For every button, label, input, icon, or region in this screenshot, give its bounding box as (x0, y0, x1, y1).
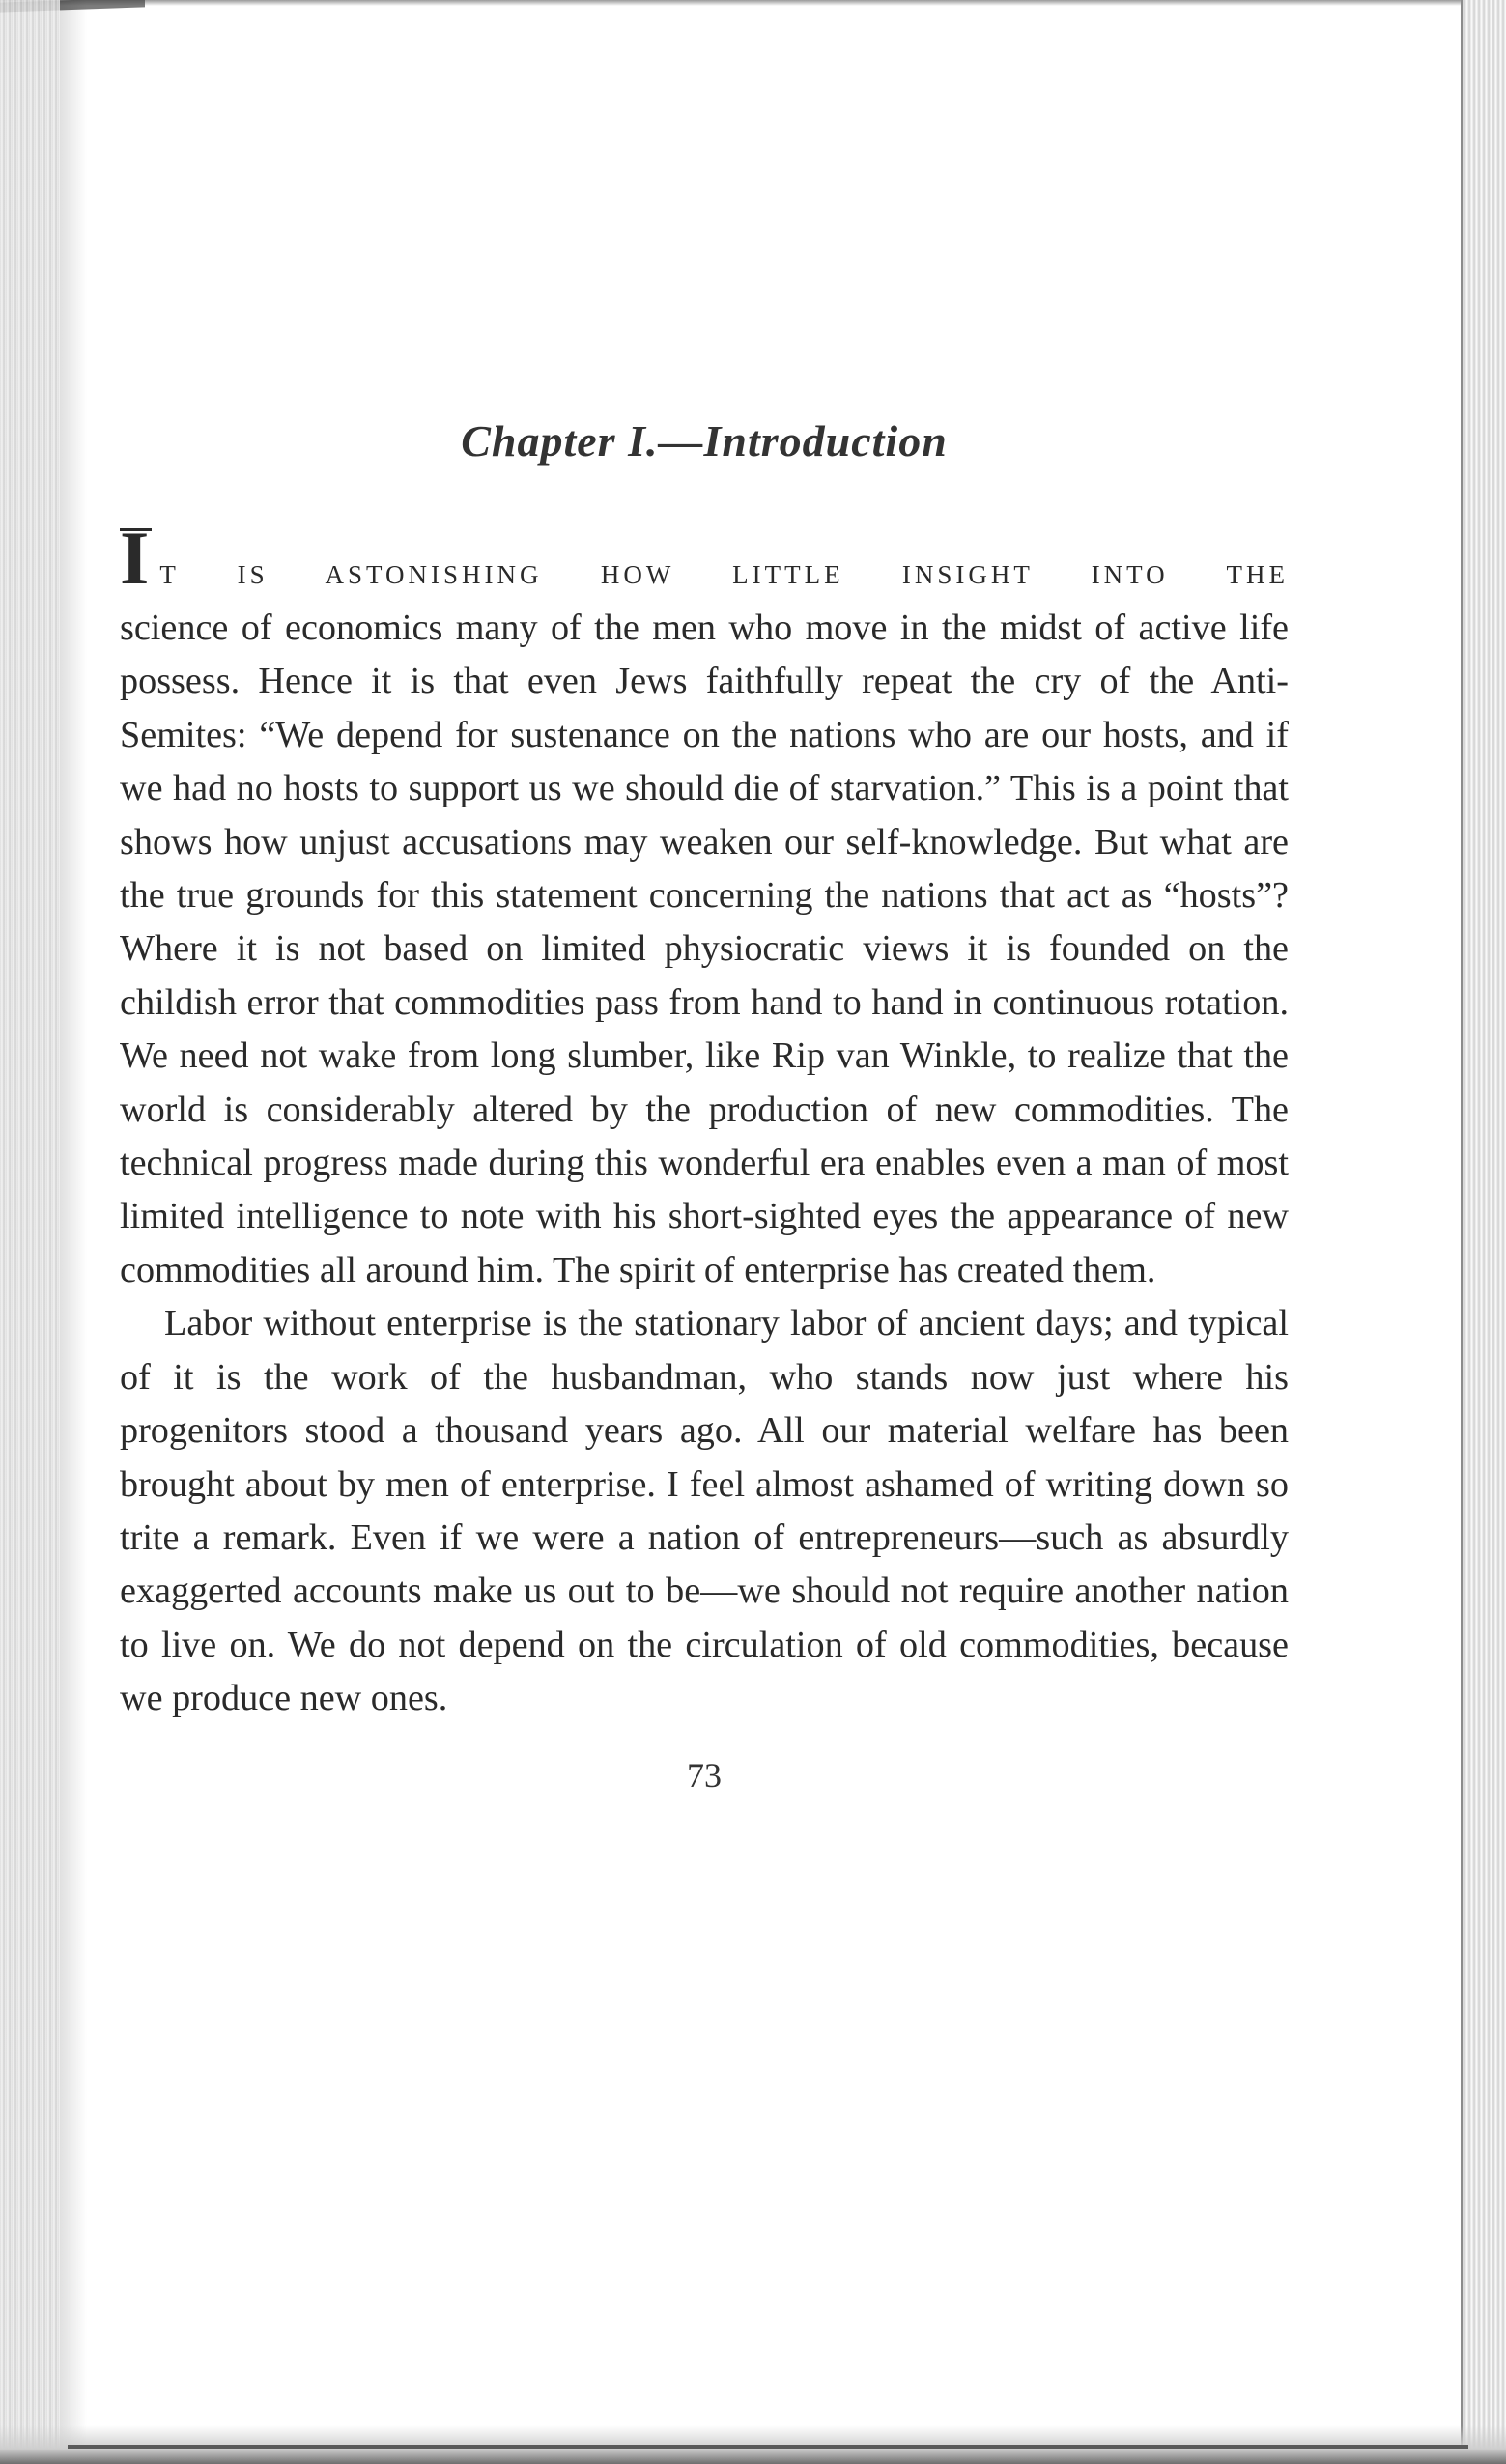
paragraph-2: Labor without enterprise is the stationary labor of ancient days; and typical of it is the work of the husbandman, who stands now just where his progenitors stood a thousand years ago. All our material welfare has been brought about by men of enterprise. I feel almost ashamed of writing down so trite a remark. Even if we were a nation of entrepreneurs—such as absurdly exaggerted accounts make us out to be—we should not require another nation to live on. We do not depend on the circulation of old commodities, because we produce new ones. (120, 1303, 1289, 1719)
book-page (120, 415, 1289, 1796)
page-top-edge (0, 0, 1506, 6)
book-gutter-edge (0, 0, 60, 2464)
page-right-edge (1462, 0, 1506, 2464)
chapter-title: Chapter I.—Introduction (461, 416, 948, 466)
opening-line (120, 516, 1289, 602)
paragraph-1: science of economics many of the men who move in the midst of active life possess. Hence it is that even Jews faithfully repeat the cry of the Anti-Semites: “We depend for sustenance on the nations who are our hosts, and if we had no hosts to support us we should die of starvation.” This is a point that shows how unjust accusations may weaken our self-knowledge. But what are the true grounds for this statement concerning the nations that act as “hosts”? Where it is not based on limited physiocratic views it is founded on the childish error that commodities pass from hand to hand in continuous rotation. We need not wake from long slumber, like Rip van Winkle, to realize that the world is considerably altered by the production of new commodities. The technical progress made during this wonderful era enables even a man of most limited intelligence to note with his short-sighted eyes the appearance of new commodities all around him. The spirit of enterprise has created them. (120, 608, 1289, 1290)
page-right-border (1461, 0, 1463, 2464)
opening-small-caps: T IS ASTONISHING HOW LITTLE INSIGHT INTO THE (159, 560, 1289, 589)
drop-cap: I (120, 516, 153, 600)
page-bottom-border (68, 2445, 1468, 2449)
page-number: 73 (687, 1755, 722, 1795)
gutter-shadow (60, 0, 87, 2464)
